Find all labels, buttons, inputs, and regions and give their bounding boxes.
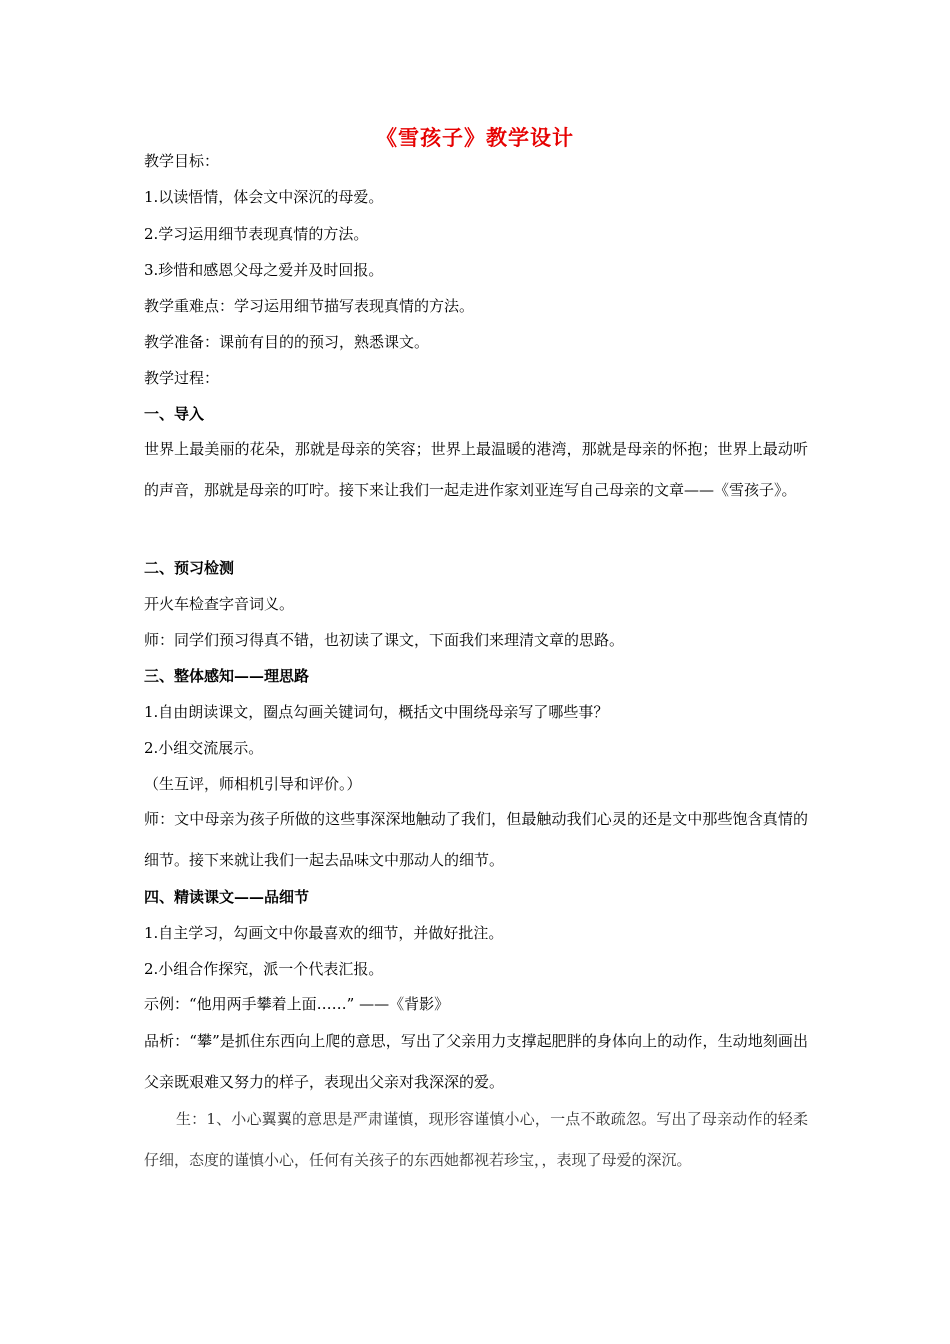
preparation: 教学准备：课前有目的的预习，熟悉课文。 — [144, 333, 430, 351]
process-heading: 教学过程： — [144, 369, 220, 387]
section-1-heading: 一、导入 — [144, 405, 205, 423]
section-3-heading: 三、整体感知——理思路 — [144, 667, 310, 685]
key-points: 教学重难点：学习运用细节描写表现真情的方法。 — [144, 297, 475, 315]
section-4-student-answer: 生：1、小心翼翼的意思是严肃谨慎，现形容谨慎小心，一点不敢疏忽。写出了母亲动作的轻柔仔细，态度的谨慎小心，任何有关孩子的东西她都视若珍宝，，表现了母爱的深沉。 — [144, 1110, 808, 1169]
section-4-example: 示例：“他用两手攀着上面……” ——《背影》 — [144, 995, 450, 1013]
goal-item-3: 3.珍惜和感恩父母之爱并及时回报。 — [144, 261, 384, 279]
section-3-item-2: 2.小组交流展示。 — [144, 739, 264, 757]
section-4-analysis: 品析：“攀”是抓住东西向上爬的意思，写出了父亲用力支撑起肥胖的身体向上的动作，生动地刻画出父亲既艰难又努力的样子，表现出父亲对我深深的爱。 — [144, 1032, 808, 1091]
section-4-item-1: 1.自主学习，勾画文中你最喜欢的细节，并做好批注。 — [144, 924, 504, 942]
goal-item-1: 1.以读悟情，体会文中深沉的母爱。 — [144, 188, 384, 206]
section-3-item-1: 1.自由朗读课文，圈点勾画关键词句，概括文中围绕母亲写了哪些事？ — [144, 703, 609, 721]
section-2-text-2: 师：同学们预习得真不错，也初读了课文，下面我们来理清文章的思路。 — [144, 631, 625, 649]
goal-heading: 教学目标： — [144, 152, 220, 170]
section-4-heading: 四、精读课文——品细节 — [144, 888, 310, 906]
section-2-heading: 二、预习检测 — [144, 559, 235, 577]
document-title: 《雪孩子》教学设计 — [376, 125, 574, 150]
section-4-item-2: 2.小组合作探究，派一个代表汇报。 — [144, 960, 384, 978]
goal-item-2: 2.学习运用细节表现真情的方法。 — [144, 225, 369, 243]
section-3-paragraph: 师：文中母亲为孩子所做的这些事深深地触动了我们，但最触动我们心灵的还是文中那些饱含真情的细节。接下来就让我们一起去品味文中那动人的细节。 — [144, 810, 808, 869]
section-3-note: （生互评，师相机引导和评价。） — [144, 775, 362, 793]
section-1-paragraph: 世界上最美丽的花朵，那就是母亲的笑容；世界上最温暖的港湾，那就是母亲的怀抱；世界上最动听的声音，那就是母亲的叮咛。接下来让我们一起走进作家刘亚连写自己母亲的文章——《雪孩子》。 — [144, 440, 808, 499]
section-2-text-1: 开火车检查字音词义。 — [144, 595, 295, 613]
